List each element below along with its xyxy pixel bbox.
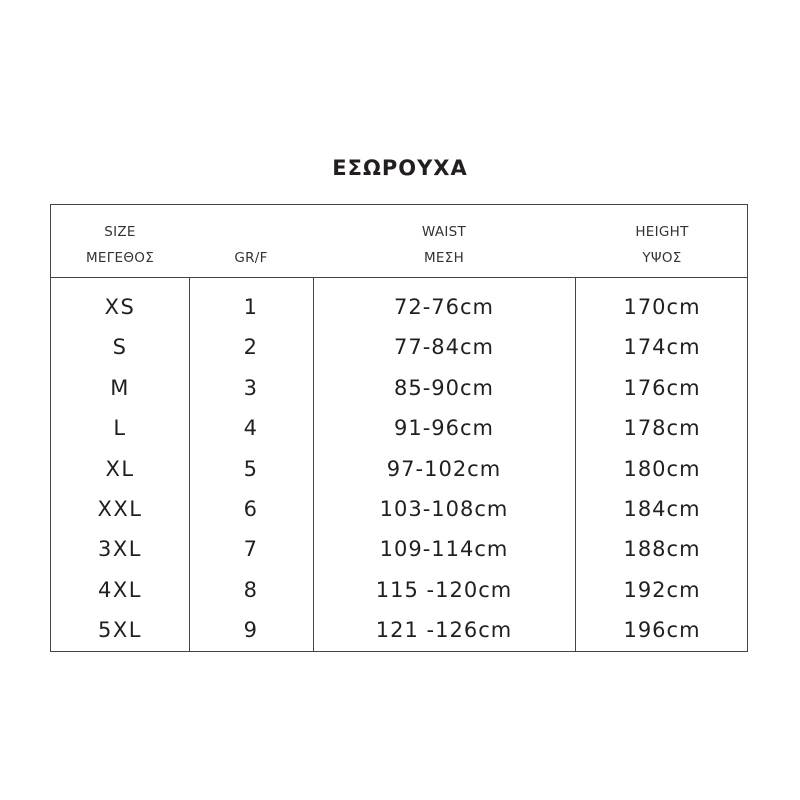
cell-height: 196cm (623, 618, 701, 643)
table-row (51, 327, 747, 367)
cell-size: M (110, 375, 130, 400)
cell-size: 5XL (98, 618, 142, 643)
cell-grf: 9 (243, 618, 259, 643)
cell-waist: 103-108cm (379, 496, 509, 521)
cell-height: 178cm (623, 416, 701, 441)
cell-height: 176cm (623, 375, 701, 400)
header-divider (51, 277, 747, 278)
header-height-label-en: HEIGHT (635, 224, 689, 240)
cell-size: XL (105, 456, 135, 481)
table-row (51, 408, 747, 448)
table-body (51, 287, 747, 651)
header-waist (313, 219, 575, 271)
cell-grf: 5 (243, 456, 259, 481)
cell-grf: 6 (243, 496, 259, 521)
cell-waist: 109-114cm (379, 537, 509, 562)
cell-waist: 115 -120cm (375, 577, 513, 602)
cell-height: 184cm (623, 496, 701, 521)
table-row (51, 489, 747, 529)
cell-waist: 77-84cm (393, 335, 495, 360)
table-row (51, 368, 747, 408)
table-row (51, 449, 747, 489)
cell-height: 170cm (623, 295, 701, 319)
table-row (51, 570, 747, 610)
cell-grf: 1 (243, 295, 259, 319)
cell-grf: 7 (243, 537, 259, 562)
cell-grf: 8 (243, 577, 259, 602)
header-grf-label: GR/F (234, 250, 268, 266)
cell-size: XXL (97, 496, 143, 521)
cell-size: 4XL (98, 577, 142, 602)
header-height-label-gr: ΥΨΟΣ (642, 250, 682, 266)
table-row (51, 610, 747, 650)
size-chart-table (50, 204, 748, 652)
header-size-label-gr: ΜΕΓΕΘΟΣ (85, 250, 155, 266)
cell-waist: 121 -126cm (375, 618, 513, 643)
cell-waist: 72-76cm (393, 295, 495, 319)
cell-size: XS (104, 295, 136, 319)
header-grf (189, 245, 313, 271)
header-size (51, 219, 189, 271)
header-height (575, 219, 749, 271)
cell-grf: 3 (243, 375, 259, 400)
cell-waist: 91-96cm (393, 416, 495, 441)
table-row (51, 529, 747, 569)
cell-height: 174cm (623, 335, 701, 360)
cell-size: S (112, 335, 128, 360)
header-waist-label-en: WAIST (421, 224, 467, 240)
header-waist-label-gr: ΜΕΣΗ (423, 250, 465, 266)
cell-grf: 2 (243, 335, 259, 360)
cell-height: 192cm (623, 577, 701, 602)
table-row (51, 287, 747, 327)
cell-height: 188cm (623, 537, 701, 562)
page-title: ΕΣΩΡΟΥΧΑ (332, 156, 468, 180)
cell-height: 180cm (623, 456, 701, 481)
cell-size: 3XL (98, 537, 142, 562)
header-size-label-en: SIZE (104, 224, 136, 240)
cell-waist: 85-90cm (393, 375, 495, 400)
cell-waist: 97-102cm (386, 456, 502, 481)
cell-grf: 4 (243, 416, 259, 441)
cell-size: L (113, 416, 127, 441)
